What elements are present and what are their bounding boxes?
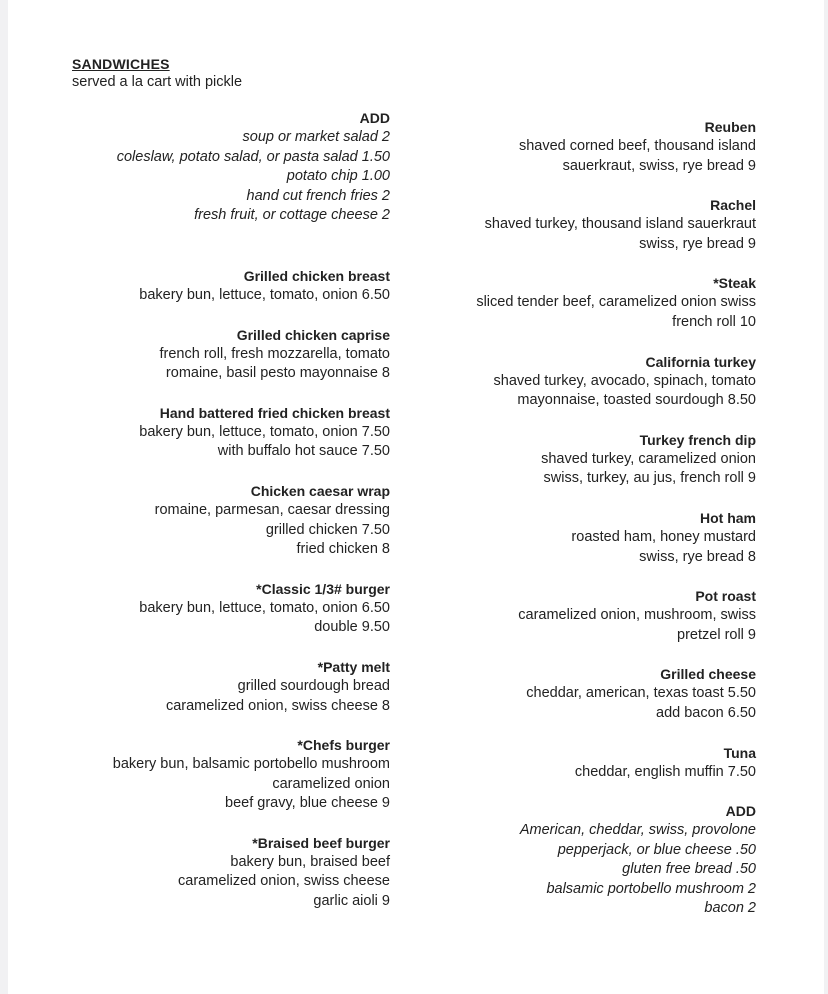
menu-item xyxy=(416,273,756,332)
menu-item-description: soup or market salad 2 xyxy=(242,129,390,145)
menu-item-name: *Braised beef burger xyxy=(252,834,390,851)
menu-item-description: pepperjack, or blue cheese .50 xyxy=(557,841,756,858)
menu-item-name: Hand battered fried chicken breast xyxy=(159,404,390,421)
menu-item-description: sliced tender beef, caramelized onion swiss xyxy=(476,294,756,311)
menu-item xyxy=(416,743,756,783)
menu-item-description: with buffalo hot sauce 7.50 xyxy=(217,443,390,460)
menu-item-description: shaved corned beef, thousand island xyxy=(518,138,756,154)
menu-item-description: romaine, basil pesto mayonnaise 8 xyxy=(165,365,390,382)
menu-item-name: *Steak xyxy=(713,275,756,292)
menu-item-name: Grilled chicken caprise xyxy=(236,326,390,343)
menu-item-name: Pot roast xyxy=(695,588,756,605)
menu-item xyxy=(416,117,756,176)
menu-item xyxy=(416,430,756,489)
menu-item-name: *Classic 1/3# burger xyxy=(256,580,390,597)
menu-item-description: caramelized onion, swiss cheese 8 xyxy=(165,697,390,714)
menu-item-description: garlic aioli 9 xyxy=(313,893,390,910)
menu-item-description: swiss, rye bread 8 xyxy=(639,548,756,565)
menu-item-description: balsamic portobello mushroom 2 xyxy=(546,880,756,897)
menu-item-name: Grilled cheese xyxy=(660,666,756,683)
menu-item-description: pretzel roll 9 xyxy=(677,626,756,643)
menu-item-description: grilled chicken 7.50 xyxy=(265,521,390,538)
menu-item-description: caramelized onion, swiss cheese xyxy=(178,873,390,890)
menu-item xyxy=(50,403,390,462)
menu-item-description: bakery bun, braised beef xyxy=(230,853,390,870)
menu-item xyxy=(50,579,390,638)
menu-item-description: shaved turkey, avocado, spinach, tomato xyxy=(493,372,756,389)
menu-page xyxy=(8,0,824,994)
menu-item-description: cheddar, english muffin 7.50 xyxy=(574,763,756,780)
menu-item-description: grilled sourdough bread xyxy=(237,677,390,694)
menu-item-description: potato chip 1.00 xyxy=(286,168,390,185)
menu-item-description: hand cut french fries 2 xyxy=(246,187,390,204)
menu-item-description: bakery bun, lettuce, tomato, onion 7.50 xyxy=(139,423,390,440)
menu-item-description: beef gravy, blue cheese 9 xyxy=(225,795,390,812)
menu-item xyxy=(416,195,756,254)
menu-item xyxy=(50,108,390,226)
menu-item-description: coleslaw, potato salad, or pasta salad 1.50 xyxy=(116,148,390,165)
menu-item-description: bakery bun, balsamic portobello mushroom xyxy=(112,756,390,773)
menu-item-description: bakery bun, lettuce, tomato, onion 6.50 xyxy=(139,286,390,303)
menu-item-name: *Chefs burger xyxy=(297,737,390,754)
menu-item-description: bakery bun, lettuce, tomato, onion 6.50 xyxy=(139,599,390,616)
menu-item xyxy=(416,352,756,411)
menu-item xyxy=(416,508,756,567)
section-title: SANDWICHES xyxy=(72,56,170,72)
menu-item-description: caramelized onion xyxy=(272,775,390,792)
menu-item-name: California turkey xyxy=(645,353,756,370)
menu-item-name: Reuben xyxy=(704,119,756,135)
menu-item-description: fresh fruit, or cottage cheese 2 xyxy=(194,207,390,224)
menu-item-description: shaved turkey, thousand island sauerkraut xyxy=(484,216,756,233)
menu-item-name: *Patty melt xyxy=(317,658,390,675)
menu-item-description: caramelized onion, mushroom, swiss xyxy=(518,607,756,624)
menu-item xyxy=(50,833,390,912)
menu-item-description: bacon 2 xyxy=(704,900,756,917)
menu-item xyxy=(416,664,756,723)
menu-item-name: ADD xyxy=(359,110,390,126)
menu-item-description: swiss, turkey, au jus, french roll 9 xyxy=(543,470,756,487)
menu-item-description: American, cheddar, swiss, provolone xyxy=(519,822,756,839)
menu-item xyxy=(50,657,390,716)
menu-item xyxy=(416,801,756,919)
menu-item xyxy=(50,735,390,814)
menu-item-name: Rachel xyxy=(710,197,756,214)
menu-item-name: ADD xyxy=(725,803,756,820)
menu-item-description: shaved turkey, caramelized onion xyxy=(541,450,756,467)
section-subtitle: served a la cart with pickle xyxy=(72,74,243,90)
menu-item-description: double 9.50 xyxy=(314,619,390,636)
menu-item-description: roasted ham, honey mustard xyxy=(571,528,756,545)
menu-item-name: Tuna xyxy=(723,744,756,761)
menu-item-description: fried chicken 8 xyxy=(296,541,390,558)
menu-item-description: french roll 10 xyxy=(672,313,756,330)
menu-right-column xyxy=(416,117,756,919)
menu-item-description: add bacon 6.50 xyxy=(656,704,756,721)
menu-left-column xyxy=(50,108,390,912)
menu-item xyxy=(416,586,756,645)
menu-item xyxy=(50,325,390,384)
menu-item xyxy=(50,481,390,560)
menu-item-description: mayonnaise, toasted sourdough 8.50 xyxy=(517,392,756,409)
menu-item xyxy=(50,266,390,306)
menu-item-name: Turkey french dip xyxy=(639,431,756,448)
menu-item-description: sauerkraut, swiss, rye bread 9 xyxy=(562,157,756,174)
menu-header xyxy=(72,55,242,91)
menu-item-name: Hot ham xyxy=(700,509,756,526)
menu-item-name: Chicken caesar wrap xyxy=(250,482,390,499)
menu-item-description: french roll, fresh mozzarella, tomato xyxy=(159,345,390,362)
menu-item-description: gluten free bread .50 xyxy=(622,861,756,878)
menu-item-name: Grilled chicken breast xyxy=(243,267,390,284)
menu-item-description: cheddar, american, texas toast 5.50 xyxy=(526,685,756,702)
menu-item-description: swiss, rye bread 9 xyxy=(639,235,756,252)
menu-item-description: romaine, parmesan, caesar dressing xyxy=(154,501,390,518)
